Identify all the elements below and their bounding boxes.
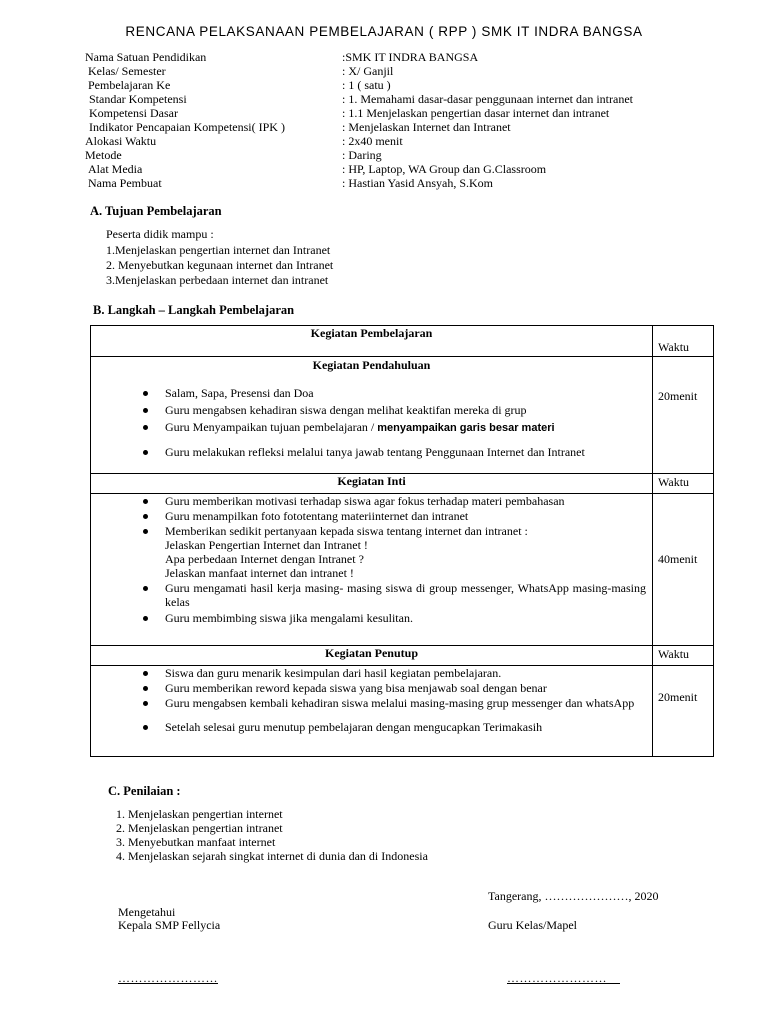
info-row-pembelajaran bbox=[0, 78, 768, 92]
document-title: RENCANA PELAKSANAAN PEMBELAJARAN ( RPP ) SMK IT INDRA BANGSA bbox=[125, 24, 643, 39]
inti-waktu-cell bbox=[653, 474, 714, 494]
inti-cell bbox=[91, 494, 653, 646]
penutup-header-row bbox=[91, 646, 714, 666]
info-label: Indikator Pencapaian Kompetensi( IPK ) bbox=[89, 120, 285, 134]
penutup-title: Kegiatan Penutup bbox=[91, 646, 653, 666]
info-value: : HP, Laptop, WA Group dan G.Classroom bbox=[342, 162, 547, 176]
inti-time: 40menit bbox=[658, 552, 698, 566]
section-b-heading: B. Langkah – Langkah Pembelajaran bbox=[93, 303, 295, 317]
place-date: Tangerang, …………………, 2020 bbox=[488, 889, 659, 903]
info-value: : X/ Ganjil bbox=[342, 64, 394, 78]
section-c-item: 1. Menjelaskan pengertian internet bbox=[116, 807, 283, 821]
waktu-label: Waktu bbox=[658, 340, 690, 354]
info-value: : Daring bbox=[342, 148, 382, 162]
info-row-metode bbox=[0, 148, 768, 162]
info-row-kompetensi bbox=[0, 106, 768, 120]
penutup-time-cell bbox=[653, 666, 714, 757]
list-item: Guru melakukan refleksi melalui tanya jawab tentang Penggunaan Internet dan Intranet bbox=[165, 445, 652, 459]
list-item: Guru menampilkan foto fototentang materiinternet dan intranet bbox=[165, 509, 652, 523]
list-item bbox=[165, 524, 652, 580]
section-c-heading: C. Penilaian : bbox=[108, 784, 181, 798]
list-item: Guru memberikan reword kepada siswa yang bisa menjawab soal dengan benar bbox=[165, 681, 652, 695]
kepala-label: Kepala SMP Fellycia bbox=[118, 918, 221, 932]
section-c-item: 2. Menjelaskan pengertian intranet bbox=[116, 821, 283, 835]
penutup-cell bbox=[91, 666, 653, 757]
list-item: Guru membimbing siswa jika mengalami kesulitan. bbox=[165, 611, 652, 625]
info-label: Metode bbox=[85, 148, 122, 162]
pendahuluan-list bbox=[91, 386, 652, 459]
waktu-label: Waktu bbox=[658, 647, 690, 661]
info-row-satuan bbox=[0, 50, 768, 64]
list-item: Guru mengamati hasil kerja masing- masing siswa di group messenger, WhatsApp masing-masing kelas bbox=[165, 581, 652, 609]
inti-row bbox=[91, 494, 714, 646]
pendahuluan-title: Kegiatan Pendahuluan bbox=[312, 358, 431, 372]
section-a-heading: A. Tujuan Pembelajaran bbox=[90, 204, 222, 218]
table-header-row bbox=[91, 326, 714, 357]
pendahuluan-cell bbox=[91, 357, 653, 474]
question-line: Jelaskan Pengertian Internet dan Intranet ! bbox=[165, 538, 368, 552]
info-row-alokasi bbox=[0, 134, 768, 148]
info-row-kelas bbox=[0, 64, 768, 78]
info-row-pembuat bbox=[0, 176, 768, 190]
list-item: Salam, Sapa, Presensi dan Doa bbox=[165, 386, 652, 400]
penutup-list bbox=[91, 666, 652, 734]
pendahuluan-time: 20menit bbox=[658, 389, 698, 403]
info-row-ipk bbox=[0, 120, 768, 134]
list-item bbox=[165, 420, 652, 435]
info-label: Alokasi Waktu bbox=[85, 134, 157, 148]
inti-list bbox=[91, 494, 652, 625]
list-item: Guru mengabsen kehadiran siswa dengan melihat keaktifan mereka di grup bbox=[165, 403, 652, 417]
pendahuluan-row bbox=[91, 357, 714, 474]
signature-line-right: ……………………__ bbox=[507, 971, 620, 985]
pendahuluan-time-cell bbox=[653, 357, 714, 474]
info-value: : 1 ( satu ) bbox=[342, 78, 391, 92]
section-c-item: 3. Menyebutkan manfaat internet bbox=[116, 835, 276, 849]
list-item: Siswa dan guru menarik kesimpulan dari hasil kegiatan pembelajaran. bbox=[165, 666, 652, 680]
list-item-bold-text: menyampaikan garis besar materi bbox=[377, 422, 555, 434]
signature-line-left: …………………… bbox=[118, 971, 218, 985]
info-value: : 2x40 menit bbox=[342, 134, 403, 148]
info-label: Nama Satuan Pendidikan bbox=[85, 50, 207, 64]
list-item: Setelah selesai guru menutup pembelajaran dengan mengucapkan Terimakasih bbox=[165, 720, 652, 734]
info-value: : Hastian Yasid Ansyah, S.Kom bbox=[342, 176, 494, 190]
section-c-item: 4. Menjelaskan sejarah singkat internet di dunia dan di Indonesia bbox=[116, 849, 428, 863]
question-line: Apa perbedaan Internet dengan Intranet ? bbox=[165, 552, 364, 566]
section-a-item: 3.Menjelaskan perbedaan internet dan intranet bbox=[106, 273, 329, 287]
list-item: Guru mengabsen kembali kehadiran siswa melalui masing-masing grup messenger dan whatsApp bbox=[165, 696, 652, 710]
list-item-text: Memberikan sedikit pertanyaan kepada siswa tentang internet dan intranet : bbox=[165, 524, 528, 538]
info-row-standar bbox=[0, 92, 768, 106]
penutup-time: 20menit bbox=[658, 690, 698, 704]
inti-title: Kegiatan Inti bbox=[91, 474, 653, 494]
info-value: : 1.1 Menjelaskan pengertian dasar internet dan intranet bbox=[342, 106, 610, 120]
list-item-text: Guru Menyampaikan tujuan pembelajaran / bbox=[165, 420, 378, 434]
question-line: Jelaskan manfaat internet dan intranet ! bbox=[165, 566, 354, 580]
info-label: Kelas/ Semester bbox=[88, 64, 166, 78]
info-label: Standar Kompetensi bbox=[89, 92, 187, 106]
penutup-row bbox=[91, 666, 714, 757]
info-label: Alat Media bbox=[88, 162, 143, 176]
info-value: :SMK IT INDRA BANGSA bbox=[342, 50, 479, 64]
info-value: : 1. Memahami dasar-dasar penggunaan internet dan intranet bbox=[342, 92, 633, 106]
waktu-label: Waktu bbox=[658, 475, 690, 489]
inti-header-row bbox=[91, 474, 714, 494]
guru-label: Guru Kelas/Mapel bbox=[488, 918, 577, 932]
list-item: Guru memberikan motivasi terhadap siswa agar fokus terhadap materi pembahasan bbox=[165, 494, 652, 508]
section-a-item: 2. Menyebutkan kegunaan internet dan Intranet bbox=[106, 258, 334, 272]
info-value: : Menjelaskan Internet dan Intranet bbox=[342, 120, 511, 134]
table-header-kegiatan: Kegiatan Pembelajaran bbox=[91, 326, 653, 357]
info-row-media bbox=[0, 162, 768, 176]
penutup-waktu-cell bbox=[653, 646, 714, 666]
inti-time-cell bbox=[653, 494, 714, 646]
mengetahui-label: Mengetahui bbox=[118, 905, 176, 919]
section-a-intro: Peserta didik mampu : bbox=[106, 227, 214, 241]
table-header-waktu bbox=[653, 326, 714, 357]
lesson-activities-table bbox=[90, 325, 714, 757]
info-label: Nama Pembuat bbox=[88, 176, 162, 190]
info-label: Pembelajaran Ke bbox=[88, 78, 171, 92]
info-label: Kompetensi Dasar bbox=[89, 106, 178, 120]
section-a-item: 1.Menjelaskan pengertian internet dan Intranet bbox=[106, 243, 331, 257]
